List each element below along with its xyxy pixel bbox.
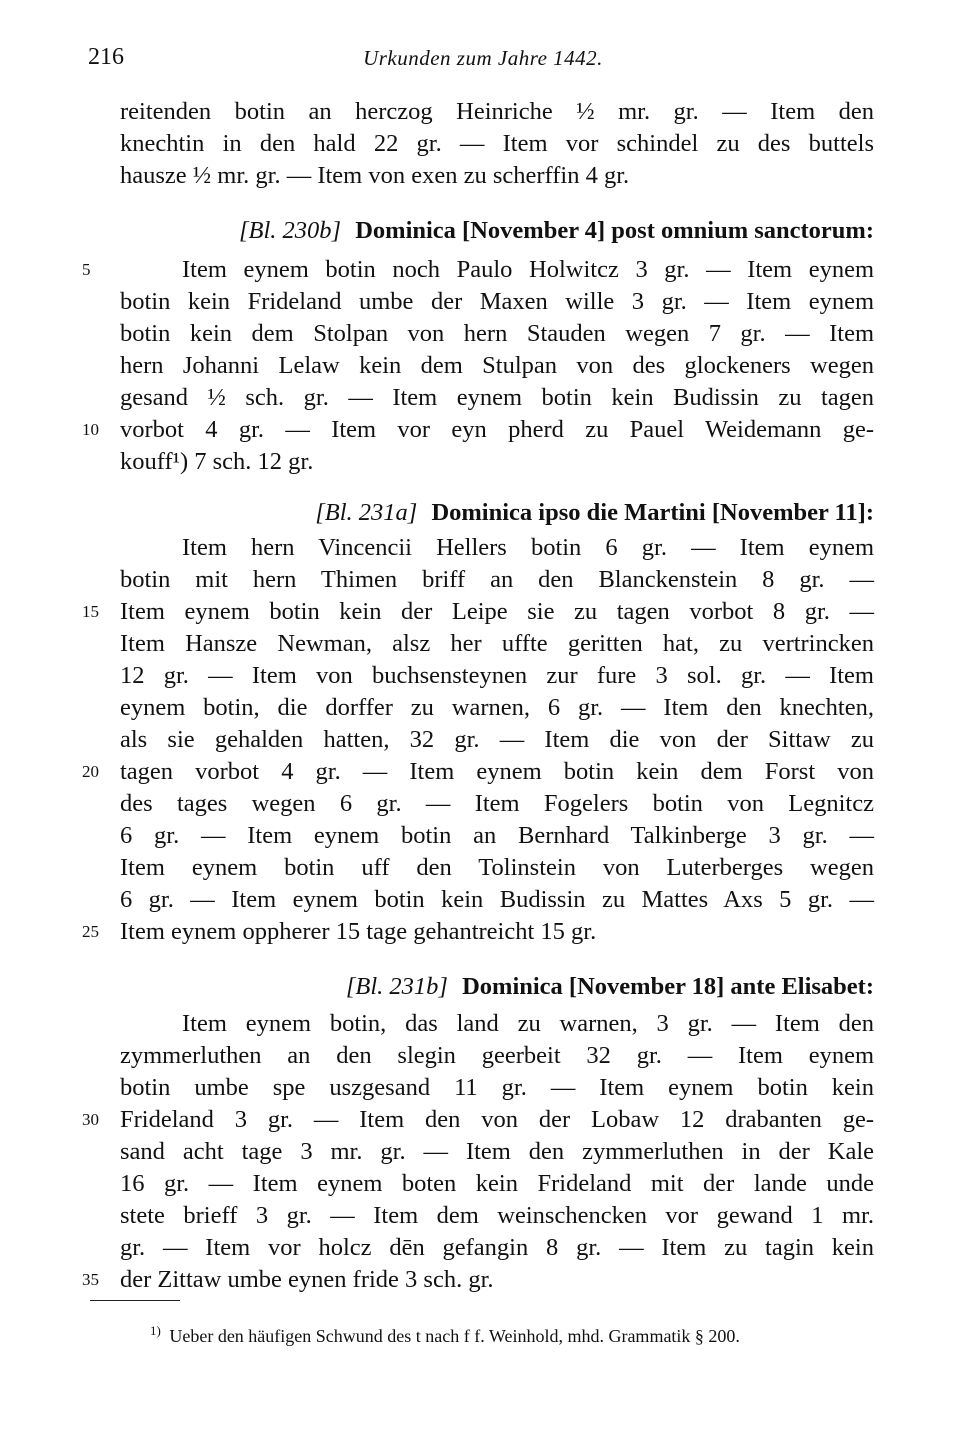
section-heading [120, 214, 874, 248]
text-line: zymmerluthen an den slegin geerbeit 32 gr. — Item eynem [120, 1042, 874, 1069]
text-line: stete brieff 3 gr. — Item dem weinschencken vor gewand 1 mr. [120, 1202, 874, 1229]
page-header [88, 44, 878, 78]
text-line: knechtin in den hald 22 gr. — Item vor schindel zu des buttels [120, 130, 874, 157]
line-number: 20 [82, 762, 99, 781]
text-line: Item eynem botin kein der Leipe sie zu tagen vorbot 8 gr. — [120, 598, 874, 625]
text-line: Item eynem botin noch Paulo Holwitcz 3 gr. — Item eynem [182, 256, 874, 283]
section-title: Dominica ipso die Martini [November 11]: [431, 499, 874, 526]
line-number: 15 [82, 602, 99, 621]
text-line: botin kein Frideland umbe der Maxen wille 3 gr. — Item eynem [120, 288, 874, 315]
text-line: Item eynem oppherer 15 tage gehantreicht 15 gr. [120, 918, 597, 945]
folio-reference: [Bl. 231b] [345, 973, 448, 1000]
footnote-divider [90, 1300, 180, 1301]
page-number: 216 [88, 44, 124, 70]
text-line: gesand ½ sch. gr. — Item eynem botin kein Budissin zu tagen [120, 384, 874, 411]
line-number: 25 [82, 922, 99, 941]
text-line: kouff¹) 7 sch. 12 gr. [120, 448, 314, 475]
text-line: sand acht tage 3 mr. gr. — Item den zymmerluthen in der Kale [120, 1138, 874, 1165]
section-title: Dominica [November 4] post omnium sanctorum: [355, 217, 874, 244]
text-line: 12 gr. — Item von buchsensteynen zur fure 3 sol. gr. — Item [120, 662, 874, 689]
folio-reference: [Bl. 230b] [239, 217, 342, 244]
text-line: reitenden botin an herczog Heinriche ½ mr. gr. — Item den [120, 98, 874, 125]
text-line: Item eynem botin uff den Tolinstein von Luterberges wegen [120, 854, 874, 881]
text-line: 16 gr. — Item eynem boten kein Frideland mit der lande unde [120, 1170, 874, 1197]
line-number: 35 [82, 1270, 99, 1289]
text-line: hern Johanni Lelaw kein dem Stulpan von des glockeners wegen [120, 352, 874, 379]
section-heading [120, 970, 874, 1004]
footnote-marker: 1) [150, 1323, 161, 1338]
footnote [150, 1317, 880, 1345]
text-line: Item hern Vincencii Hellers botin 6 gr. — Item eynem [182, 534, 874, 561]
folio-reference: [Bl. 231a] [315, 499, 418, 526]
section-title: Dominica [November 18] ante Elisabet: [462, 973, 874, 1000]
text-line: botin mit hern Thimen briff an den Blanckenstein 8 gr. — [120, 566, 874, 593]
text-line: als sie gehalden hatten, 32 gr. — Item die von der Sittaw zu [120, 726, 874, 753]
text-line: Item eynem botin, das land zu warnen, 3 gr. — Item den [182, 1010, 874, 1037]
line-number: 30 [82, 1110, 99, 1129]
text-line: hausze ½ mr. gr. — Item von exen zu scherffin 4 gr. [120, 162, 630, 189]
text-line: 6 gr. — Item eynem botin kein Budissin zu Mattes Axs 5 gr. — [120, 886, 874, 913]
line-number: 10 [82, 420, 99, 439]
section-heading [120, 496, 874, 530]
text-line: Frideland 3 gr. — Item den von der Lobaw 12 drabanten ge- [120, 1106, 874, 1133]
text-line: 6 gr. — Item eynem botin an Bernhard Talkinberge 3 gr. — [120, 822, 874, 849]
text-line: gr. — Item vor holcz dēn gefangin 8 gr. — Item zu tagin kein [120, 1234, 874, 1261]
text-line: botin umbe spe uszgesand 11 gr. — Item eynem botin kein [120, 1074, 874, 1101]
text-line: der Zittaw umbe eynen fride 3 sch. gr. [120, 1266, 494, 1293]
text-line: tagen vorbot 4 gr. — Item eynem botin kein dem Forst von [120, 758, 874, 785]
text-line: des tages wegen 6 gr. — Item Fogelers botin von Legnitcz [120, 790, 874, 817]
running-head: Urkunden zum Jahre 1442. [363, 46, 603, 70]
text-line: Item Hansze Newman, alsz her uffte geritten hat, zu vertrincken [120, 630, 874, 657]
text-line: vorbot 4 gr. — Item vor eyn pherd zu Pauel Weidemann ge- [120, 416, 874, 443]
line-number: 5 [82, 260, 91, 279]
footnote-text: Ueber den häufigen Schwund des t nach f f. Weinhold, mhd. Grammatik § 200. [169, 1326, 740, 1346]
text-line: eynem botin, die dorffer zu warnen, 6 gr. — Item den knechten, [120, 694, 874, 721]
text-line: botin kein dem Stolpan von hern Stauden wegen 7 gr. — Item [120, 320, 874, 347]
